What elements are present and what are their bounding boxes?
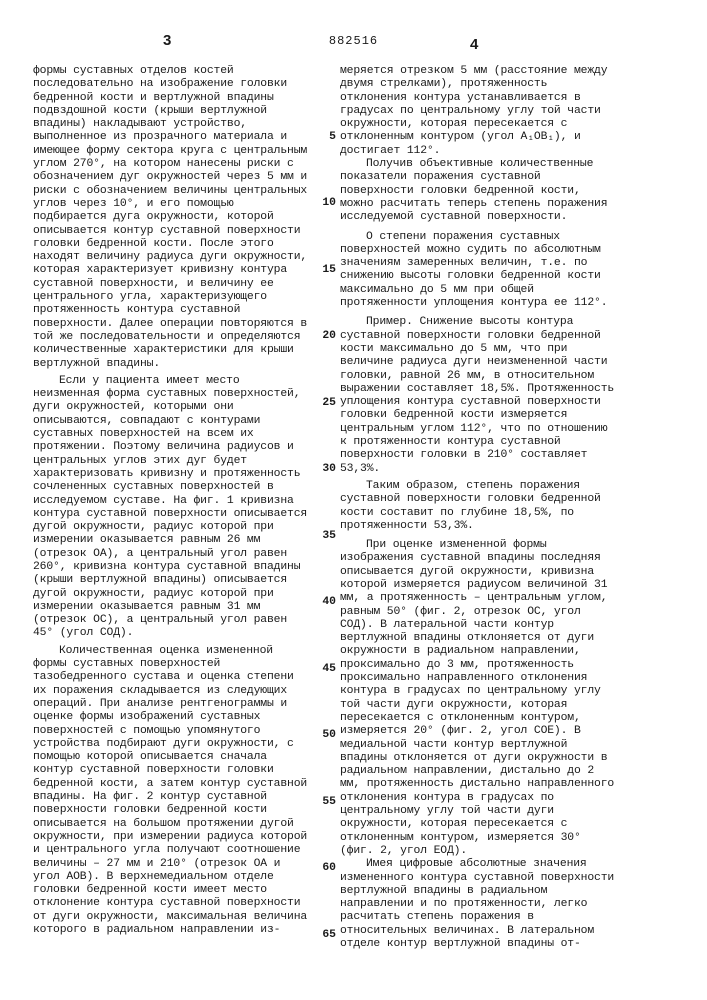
line-number: 60 (322, 862, 336, 875)
right-paragraph: Имея цифровые абсолютные значения измененного контура суставной поверхности вертлужной впадины в радиальном направлении и по протяженности, легко расчитать степень поражения в относительных величинах. В латеральном отделе контур вертлужной впадины от- (340, 858, 620, 951)
line-number: 30 (322, 463, 336, 476)
line-number: 5 (329, 131, 336, 144)
line-number: 55 (322, 796, 336, 809)
right-paragraph: меряется отрезком 5 мм (расстояние между двумя стрелками), протяженность отклонения контура устанавливается в градусах по центральному углу той части окружности, которая пересекается с отклоненным контуром (угол А₁ОВ₁), и достигает 112°. (340, 65, 620, 158)
left-column (33, 65, 308, 937)
line-number: 20 (322, 330, 336, 343)
left-paragraph: Если у пациента имеет место неизменная форма суставных поверхностей, дуги окружностей, которыми они описываются, совпадают с контурами суставных поверхностей на всем их протяжении. Поэтому величина радиусов и центральных углов этих дуг будет характеризовать кривизну и протяженность сочлененных суставных поверхностей в исследуемом суставе. На фиг. 1 кривизна контура суставной поверхности описывается дугой окружности, радиус которой при измерении оказывается равным 26 мм (отрезок ОА), а центральный угол равен 260°, кривизна контура суставной впадины (крыши вертлужной впадины) описывается дугой окружности, радиус которой при измерении оказывается равным 31 мм (отрезок ОС), а центральный угол равен 45° (угол СОД). (33, 375, 308, 641)
right-paragraph: О степени поражения суставных поверхностей можно судить по абсолютным значениям замеренных величин, т.е. по снижению высоты головки бедренной кости максимально до 5 мм при общей протяженности уплощения контура ее 112°. (340, 231, 620, 311)
line-number: 45 (322, 663, 336, 676)
patent-number: 882516 (0, 34, 707, 48)
left-paragraph: Количественная оценка измененной формы суставных поверхностей тазобедренного сустава и оценка степени их поражения складывается из следующих операций. При анализе рентгенограммы и оценке формы изображений суставных поверхностей с помощью упомянутого устройства подбирают дуги окружности, с помощью которой описывается сначала контур суставной поверхности головки бедренной кости, а затем контур суставной впадины. На фиг. 2 контур суставной поверхности головки бедренной кости описывается на большом протяжении дугой окружности, при измерении радиуса которой и центрального угла получают соотношение величины – 27 мм и 210° (отрезок ОА и угол АОВ). В верхнемедиальном отделе головки бедренной кости имеет место отклонение контура суставной поверхности от дуги окружности, максимальная величина которого в радиальном направлении из- (33, 645, 308, 938)
line-number: 15 (322, 264, 336, 277)
line-number: 35 (322, 530, 336, 543)
page-number-right: 4 (470, 36, 478, 53)
left-paragraph: формы суставных отделов костей последовательно на изображение головки бедренной кости и вертлужной впадины подвздошной кости (крыши вертлужной впадины) накладывают устройство, выполненное из прозрачного материала и имеющее форму сектора круга с центральным углом 270°, на котором нанесены риски с обозначением дуг окружностей через 5 мм и риски с обозначением величины центральных углов через 10°, и его помощью подбирается дуга окружности, которой описывается контур суставной поверхности головки бедренной кости. После этого находят величину радиуса дуги окружности, которая характеризует кривизну контура суставной поверхности, и величину ее центрального угла, характеризующего протяженность контура суставной поверхности. Далее операции повторяются в той же последовательности и определяются количественные характеристики для крыши вертлужной впадины. (33, 65, 308, 371)
right-paragraph: Таким образом, степень поражения суставной поверхности головки бедренной кости составит по глубине 18,5%, по протяженности 53,3%. (340, 480, 620, 533)
right-paragraph: Получив объективные количественные показатели поражения суставной поверхности головки бедренной кости, можно расчитать теперь степень поражения исследуемой суставной поверхности. (340, 158, 620, 224)
line-number: 25 (322, 397, 336, 410)
line-number: 40 (322, 596, 336, 609)
line-number: 65 (322, 929, 336, 942)
page-number-left: 3 (163, 32, 171, 49)
right-paragraph: При оценке измененной формы изображения суставной впадины последняя описывается дугой окружности, кривизна которой измеряется радиусом величиной 31 мм, а протяженность – центральным углом, равным 50° (фиг. 2, отрезок ОС, угол СОД). В латеральной части контур вертлужной впадины отклоняется от дуги окружности в радиальном направлении, проксимально до 3 мм, протяженность проксимально направленного отклонения контура в градусах по центральному углу той части дуги окружности, которая пересекается с отклоненным контуром, измеряется 20° (фиг. 2, угол СОЕ). В медиальной части контур вертлужной впадины отклоняется от дуги окружности в радиальном направлении, дистально до 2 мм, протяженность дистально направленного отклонения контура в градусах по центральному углу той части дуги окружности, которая пересекается с отклоненным контуром, измеряется 30° (фиг. 2, угол ЕОД). (340, 539, 620, 858)
page-header (0, 30, 707, 60)
line-number: 50 (322, 729, 336, 742)
line-number: 10 (322, 197, 336, 210)
right-paragraph: Пример. Снижение высоты контура суставной поверхности головки бедренной кости максимально до 5 мм, что при величине радиуса дуги неизмененной части головки, равной 26 мм, в относительном выражении составляет 18,5%. Протяженность уплощения контура суставной поверхности головки бедренной кости измеряется центральным углом 112°, что по отношению к протяженности контура суставной поверхности головки в 210° составляет 53,3%. (340, 316, 620, 476)
right-column (340, 65, 620, 951)
